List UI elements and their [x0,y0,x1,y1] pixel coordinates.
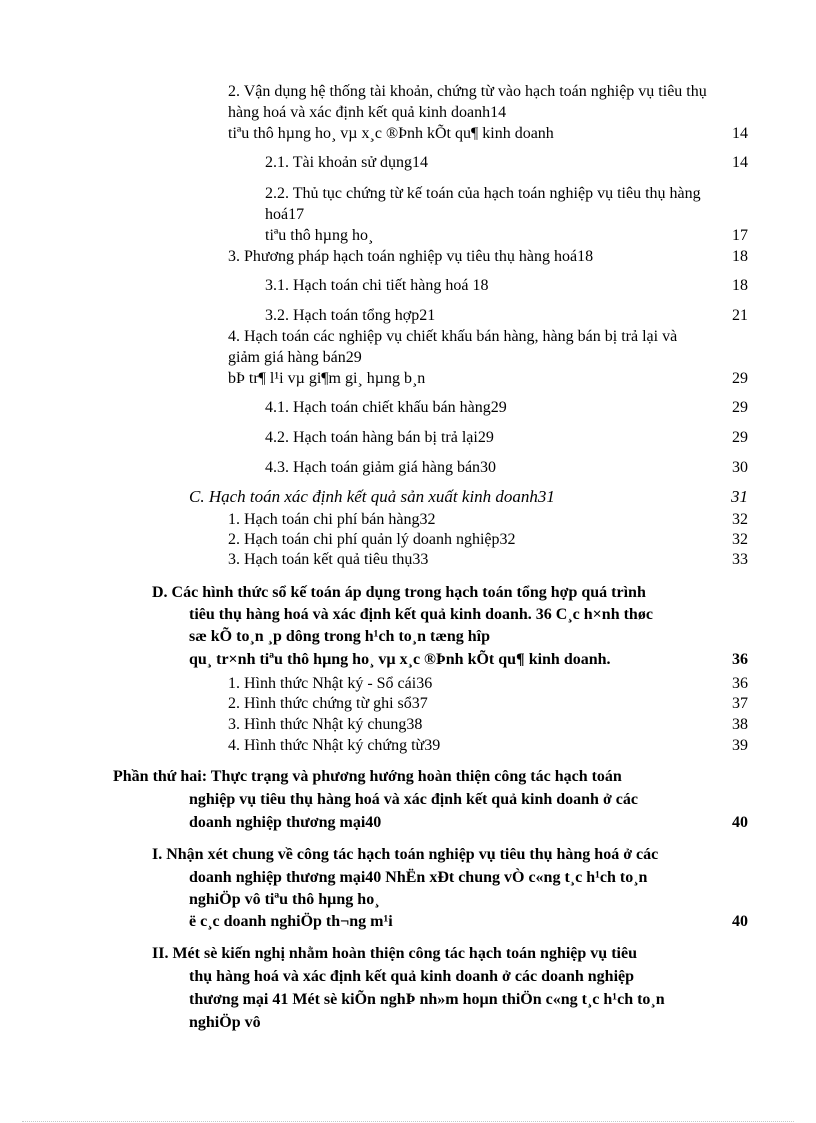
toc-page-number: 18 [732,277,748,294]
toc-entry-text: 1. Hình thức Nhật ký - Sổ cái36 [228,675,433,692]
toc-page-number: 37 [732,695,748,712]
toc-section-heading: ë c¸c doanh nghiÖp th¬ng m¹i [189,913,393,930]
toc-entry-text: 3.2. Hạch toán tổng hợp21 [265,307,436,324]
toc-entry-text: 3. Hạch toán kết quả tiêu thụ33 [228,551,429,568]
toc-page-number: 31 [731,487,748,506]
toc-section-heading: II. Mét sè kiến nghị nhằm hoàn thiện công tác hạch toán nghiệp vụ tiêu [152,945,637,962]
toc-entry-text: 2.1. Tài khoản sử dụng14 [265,154,429,171]
toc-entry-text: 2. Hình thức chứng từ ghi sổ37 [228,695,428,712]
toc-entry-text: 3. Hình thức Nhật ký chung38 [228,716,423,733]
toc-entry-text: 2. Hạch toán chi phí quản lý doanh nghiệp32 [228,531,516,548]
toc-part-heading: doanh nghiệp thương mại40 [189,814,382,831]
toc-page-number: 36 [732,651,748,668]
toc-entry-text: tiªu thô hµng ho¸ [265,227,374,244]
toc-entry-text: 4.1. Hạch toán chiết khấu bán hàng29 [265,399,507,416]
toc-section-heading: thương mại 41 Mét sè kiÕn nghÞ nh»m hoµn thiÖn c«ng t¸c h¹ch to¸n [189,991,665,1008]
toc-section-heading: I. Nhận xét chung về công tác hạch toán nghiệp vụ tiêu thụ hàng hoá ở các [152,846,659,863]
page-bottom-rule [22,1121,794,1122]
toc-entry-text: 1. Hạch toán chi phí bán hàng32 [228,511,436,528]
toc-entry-text: bÞ tr¶ l¹i vµ gi¶m gi¸ hµng b¸n [228,370,426,387]
toc-section-heading: D. Các hình thức sổ kế toán áp dụng trong hạch toán tổng hợp quá trình [152,584,646,601]
toc-section-heading: thụ hàng hoá và xác định kết quả kinh doanh ở các doanh nghiệp [189,968,635,985]
toc-page-number: 21 [732,307,748,324]
toc-page-number: 36 [732,675,748,692]
toc-part-heading: Phần thứ hai: Thực trạng và phương hướng hoàn thiện công tác hạch toán [113,768,622,785]
toc-entry-text: 3.1. Hạch toán chi tiết hàng hoá 18 [265,277,489,294]
toc-page-number: 29 [732,429,748,446]
toc-page-number: 17 [732,227,748,244]
toc-entry-text: tiªu thô hµng ho¸ vµ x¸c ®Þnh kÕt qu¶ kinh doanh [228,125,554,142]
toc-page-number: 14 [732,125,748,142]
toc-page-number: 30 [732,459,748,476]
toc-page-number: 40 [732,814,748,831]
toc-entry-text: giảm giá hàng bán29 [228,349,362,366]
toc-page-number: 18 [732,248,748,265]
toc-page-number: 32 [732,511,748,528]
toc-entry-text: 2.2. Thủ tục chứng từ kế toán của hạch toán nghiệp vụ tiêu thụ hàng [265,185,701,202]
toc-page-number: 40 [732,913,748,930]
toc-section-heading: doanh nghiệp thương mại40 NhËn xÐt chung vÒ c«ng t¸c h¹ch to¸n [189,869,648,886]
toc-entry-text: 4. Hạch toán các nghiệp vụ chiết khấu bán hàng, hàng bán bị trả lại và [228,328,678,345]
toc-entry-text: 4. Hình thức Nhật ký chứng từ39 [228,737,441,754]
toc-entry-text: 4.2. Hạch toán hàng bán bị trả lại29 [265,429,494,446]
toc-entry-text: 2. Vận dụng hệ thống tài khoản, chứng từ vào hạch toán nghiệp vụ tiêu thụ [228,83,707,100]
toc-section-heading: tiêu thụ hàng hoá và xác định kết quả kinh doanh. 36 C¸c h×nh thøc [189,606,653,623]
toc-entry-text: hàng hoá và xác định kết quả kinh doanh14 [228,104,507,121]
toc-page-number: 39 [732,737,748,754]
toc-page-number: 29 [732,399,748,416]
toc-page-number: 38 [732,716,748,733]
toc-page-number: 32 [732,531,748,548]
toc-entry-text: 4.3. Hạch toán giảm giá hàng bán30 [265,459,497,476]
toc-section-heading: qu¸ tr×nh tiªu thô hµng ho¸ vµ x¸c ®Þnh kÕt qu¶ kinh doanh. [189,651,611,668]
toc-entry-text: 3. Phương pháp hạch toán nghiệp vụ tiêu thụ hàng hoá18 [228,248,594,265]
toc-part-heading: nghiệp vụ tiêu thụ hàng hoá và xác định kết quả kinh doanh ở các [189,791,638,808]
toc-section-heading: sæ kÕ to¸n ¸p dông trong h¹ch to¸n tæng hîp [189,628,491,645]
toc-page-number: 29 [732,370,748,387]
toc-section-heading: nghiÖp vô tiªu thô hµng ho¸ [189,891,380,908]
toc-page-number: 14 [732,154,748,171]
toc-section-heading: nghiÖp vô [189,1014,261,1031]
toc-page-number: 33 [732,551,748,568]
toc-section-heading: C. Hạch toán xác định kết quả sản xuất kinh doanh31 [189,487,555,506]
toc-entry-text: hoá17 [265,206,305,223]
